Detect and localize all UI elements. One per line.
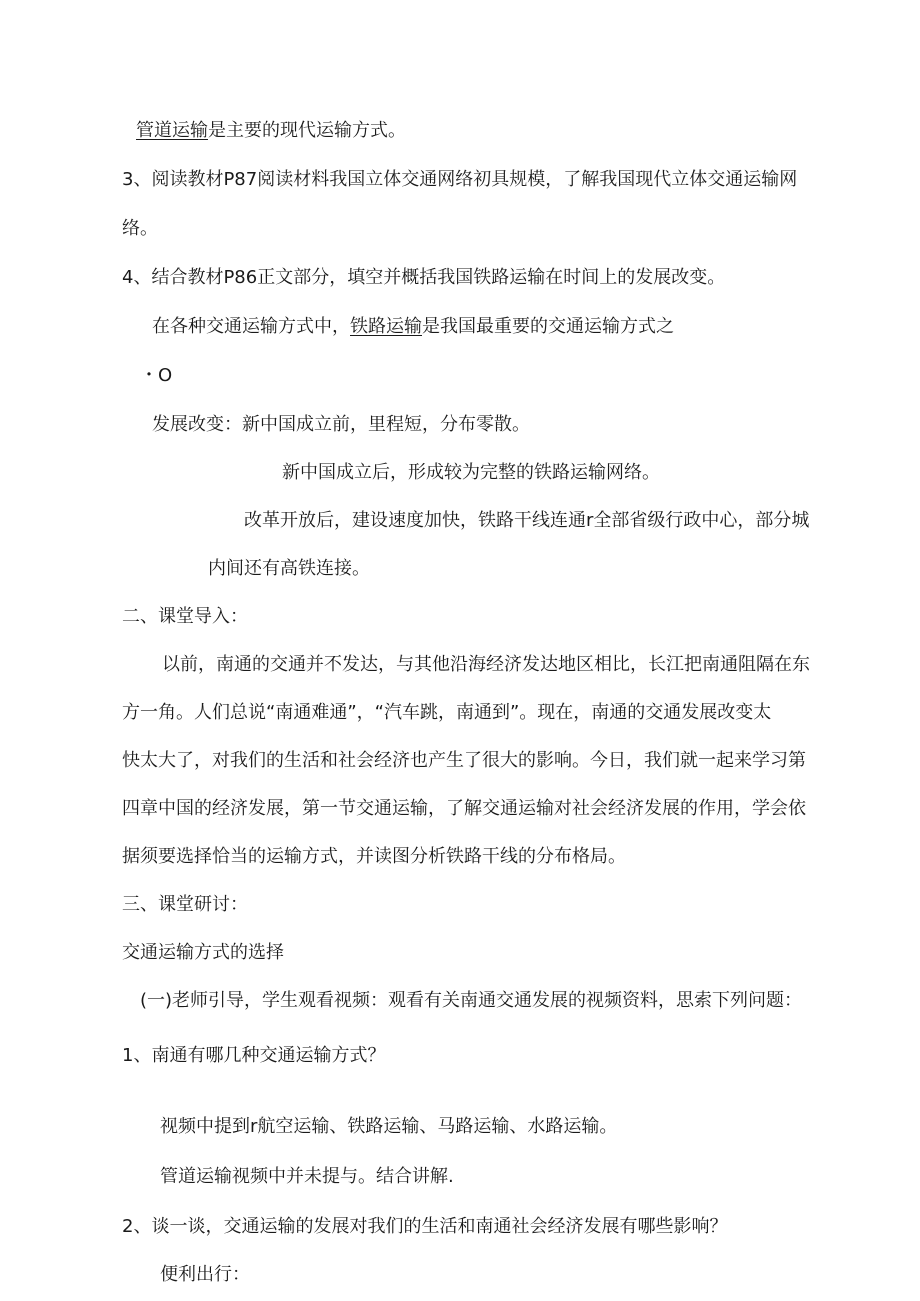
text-line: 2、谈一谈，交通运输的发展对我们的生活和南通社会经济发展有哪些影响？: [122, 1216, 728, 1237]
text-line: 视频中提到r航空运输、铁路运输、马路运输、水路运输。: [160, 1116, 618, 1137]
text-line: 快太大了，对我们的生活和社会经济也产生了很大的影响。今日，我们就一起来学习第: [122, 750, 806, 771]
text-line: (一)老师引导，学生观看视频：观看有关南通交通发展的视频资料，思索下列问题：: [140, 990, 803, 1011]
section-heading: 三、课堂研讨：: [122, 894, 248, 915]
text-line: [152, 314, 674, 340]
text-line: 新中国成立后，形成较为完整的铁路运输网络。: [282, 462, 660, 483]
text-segment: 是我国最重要的交通运输方式之: [422, 316, 674, 337]
text-line: 3、阅读教材P87阅读材料我国立体交通网络初具规模，了解我国现代立体交通运输网: [122, 169, 798, 190]
text-line: 便利出行：: [160, 1264, 250, 1285]
text-line: 内间还有高铁连接。: [208, 558, 370, 579]
text-line: 四章中国的经济发展，第一节交通运输，了解交通运输对社会经济发展的作用，学会依: [122, 798, 806, 819]
text-line: 1、南通有哪几种交通运输方式？: [122, 1045, 386, 1066]
text-segment: 在各种交通运输方式中，: [152, 316, 350, 337]
text-line: 方一角。人们总说“南通难通”，“汽车跳，南通到”。现在，南通的交通发展改变太: [122, 702, 772, 723]
text-line: 交通运输方式的选择: [122, 942, 284, 963]
text-line: ・O: [140, 365, 173, 386]
text-line: 管道运输视频中并未提与。结合讲解.: [160, 1166, 454, 1187]
text-line: 改革开放后，建设速度加快，铁路干线连通r全部省级行政中心，部分城: [244, 510, 810, 531]
text-line: 发展改变：新中国成立前，里程短，分布零散。: [152, 414, 530, 435]
text-line: 络。: [122, 218, 158, 239]
text-line: 据须要选择恰当的运输方式，并读图分析铁路干线的分布格局。: [122, 846, 626, 867]
text-line: 4、结合教材P86正文部分，填空并概括我国铁路运输在时间上的发展改变。: [122, 267, 726, 288]
text-segment: 是主要的现代运输方式。: [208, 120, 406, 141]
text-line: [136, 118, 406, 144]
section-heading: 二、课堂导入：: [122, 606, 248, 627]
text-line: 以前，南通的交通并不发达，与其他沿海经济发达地区相比，长江把南通阻隔在东: [162, 654, 810, 675]
underlined-term: 管道运输: [136, 120, 208, 141]
underlined-term: 铁路运输: [350, 316, 422, 337]
